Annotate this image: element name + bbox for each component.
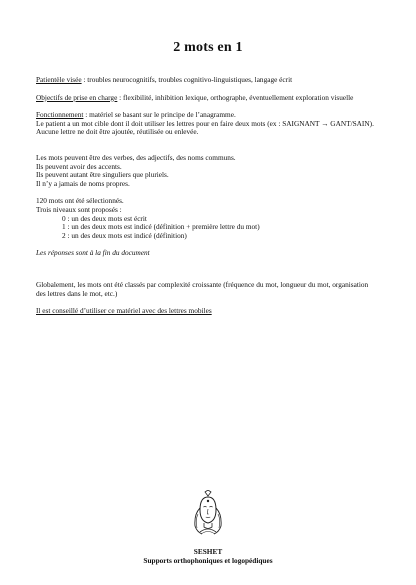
patientele-text: : troubles neurocognitifs, troubles cognitivo-linguistiques, langage écrit	[81, 75, 293, 84]
levels-intro: Trois niveaux sont proposés :	[36, 204, 122, 214]
mots-line-3: Ils peuvent autant être singuliers que pluriels.	[36, 170, 169, 180]
objectifs-text: : flexibilité, inhibition lexique, orthographe, éventuellement exploration visuelle	[117, 92, 354, 102]
level-0: 0 : un des deux mots est écrit	[62, 213, 147, 223]
footer	[0, 547, 416, 565]
footer-brand: SESHET	[193, 547, 223, 556]
objectifs-label: Objectifs de prise en charge	[36, 92, 118, 102]
patientele-paragraph	[36, 76, 378, 85]
selection-count: 120 mots ont été sélectionnés.	[36, 196, 124, 206]
footer-tagline: Supports orthophoniques et logopédiques	[143, 556, 273, 565]
fonctionnement-line2: Le patient a un mot cible dont il doit utiliser les lettres pour en faire deux mots (ex : SAIGNANT → GANT/SAIN). Aucune lettre ne doit être ajoutée, réutilisée ou enlevée.	[36, 118, 374, 137]
objectifs-paragraph	[36, 94, 378, 103]
level-1: 1 : un des deux mots est indicé (définition + première lettre du mot)	[62, 222, 260, 232]
reponses-note: Les réponses sont à la fin du document	[36, 248, 150, 258]
mots-line-2: Ils peuvent avoir des accents.	[36, 161, 122, 171]
classement-paragraph: Globalement, les mots ont été classés par complexité croissante (fréquence du mot, longueur du mot, organisation des lettres dans le mot, etc.)	[36, 279, 369, 298]
conseil-note: Il est conseillé d’utiliser ce matériel avec des lettres mobiles	[36, 306, 212, 316]
document-body	[36, 76, 378, 316]
page-title: 2 mots en 1	[173, 40, 243, 55]
seshet-logo-icon	[188, 490, 228, 536]
patientele-label: Patientèle visée	[36, 75, 82, 84]
fonctionnement-line1: : matériel se basant sur le principe de l’anagramme.	[83, 110, 236, 120]
mots-line-4: Il n’y a jamais de noms propres.	[36, 178, 130, 188]
fonctionnement-label: Fonctionnement	[36, 110, 84, 120]
mots-line-1: Les mots peuvent être des verbes, des adjectifs, des noms communs.	[36, 152, 236, 162]
level-2: 2 : un des deux mots est indicé (définition)	[62, 230, 187, 240]
